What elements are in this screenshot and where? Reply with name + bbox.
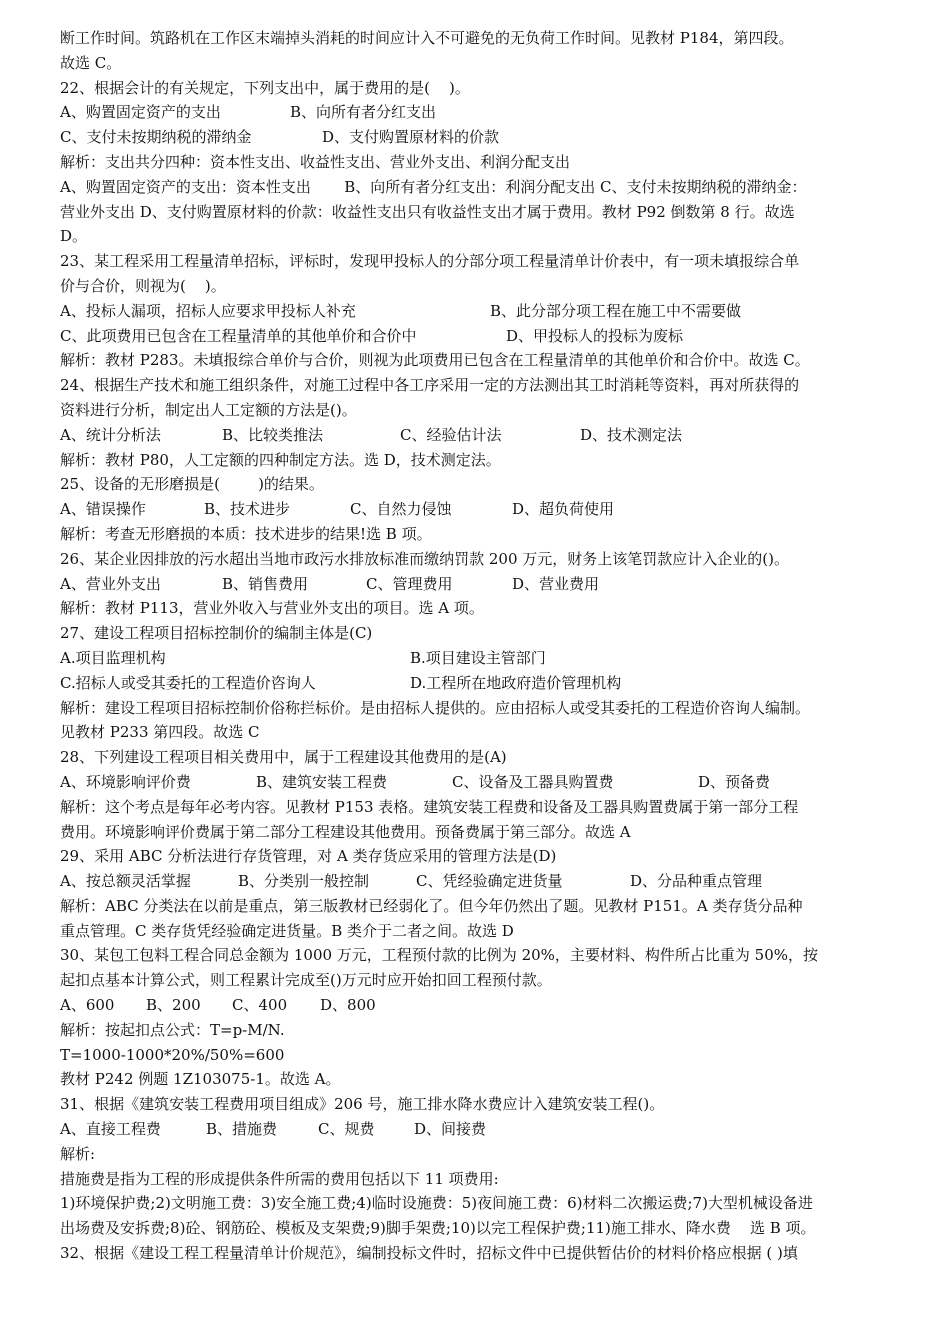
option-c: C、设备及工器具购置费 [452,772,614,791]
option-b: B、销售费用 [222,574,309,593]
question-25: 25、设备的无形磨损是( )的结果。 [60,475,324,494]
option-b: B、向所有者分红支出 [290,103,437,122]
q23-options-row-2 [60,324,890,349]
analysis-line: 出场费及安拆费;8)砼、钢筋砼、模板及支架费;9)脚手架费;10)以完工程保护费;11)施工排水、降水费 选 B 项。 [60,1219,816,1238]
formula-line: T=1000-1000*20%/50%=600 [60,1045,285,1064]
analysis-line: 解析：按起扣点公式：T=p-M/N. [60,1020,285,1039]
question-23-cont: 价与合价，则视为( )。 [60,276,226,295]
option-c: C、规费 [318,1120,375,1139]
question-24: 24、根据生产技术和施工组织条件，对施工过程中各工序采用一定的方法测出其工时消耗等资料，再对所获得的 [60,376,800,395]
analysis-line: 解析: [60,1144,96,1163]
option-c: C.招标人或受其委托的工程造价咨询人 [60,673,316,692]
analysis-line: 措施费是指为工程的形成提供条件所需的费用包括以下 11 项费用: [60,1169,499,1188]
option-c: C、经验估计法 [400,425,502,444]
option-a: A、按总额灵活掌握 [60,872,191,891]
option-a: A.项目监理机构 [60,648,166,667]
text-line: 断工作时间。筑路机在工作区末端掉头消耗的时间应计入不可避免的无负荷工作时间。见教材 P184，第四段。 [60,29,794,47]
option-d: D、营业费用 [512,574,600,593]
question-24-cont: 资料进行分析，制定出人工定额的方法是()。 [60,400,357,419]
option-d: D、超负荷使用 [512,500,615,519]
analysis-line: A、购置固定资产的支出：资本性支出 B、向所有者分红支出：利润分配支出 C、支付未按期纳税的滞纳金： [60,177,807,196]
option-b: B.项目建设主管部门 [410,648,546,667]
q28-options [60,770,890,795]
question-26: 26、某企业因排放的污水超出当地市政污水排放标准而缴纳罚款 200 万元，财务上该笔罚款应计入企业的()。 [60,549,789,568]
q29-options [60,869,890,894]
analysis-line: 解析：考查无形磨损的本质：技术进步的结果!选 B 项。 [60,524,432,543]
question-28: 28、下列建设工程项目相关费用中，属于工程建设其他费用的是(A) [60,748,507,767]
question-32: 32、根据《建设工程工程量清单计价规范》，编制投标文件时，招标文件中已提供暂估价的材料价格应根据 ( )填 [60,1244,798,1263]
analysis-line: 解析：ABC 分类法在以前是重点，第三版教材已经弱化了。但今年仍然出了题。见教材 P151。A 类存货分品种 [60,896,803,915]
option-b: B、比较类推法 [222,425,324,444]
q25-options [60,497,890,522]
option-d: D、间接费 [414,1120,487,1139]
q27-options-row-2 [60,671,890,696]
option-b: B、分类别一般控制 [238,872,370,891]
option-d: D、800 [320,996,376,1015]
option-b: B、技术进步 [204,500,291,519]
option-a: A、购置固定资产的支出 [60,103,221,122]
analysis-line: 见教材 P233 第四段。故选 C [60,723,260,742]
analysis-line: D。 [60,227,88,246]
option-a: A、错误操作 [60,500,146,519]
option-c: C、400 [232,996,288,1015]
option-b: B、措施费 [206,1120,278,1139]
option-a: A、投标人漏项，招标人应要求甲投标人补充 [60,301,356,320]
option-a: A、营业外支出 [60,574,161,593]
option-b: B、200 [146,996,201,1015]
analysis-line: 解析：教材 P80，人工定额的四种制定方法。选 D，技术测定法。 [60,450,501,469]
analysis-line: 重点管理。C 类存货凭经验确定进货量。B 类介于二者之间。故选 D [60,921,514,940]
option-c: C、支付未按期纳税的滞纳金 [60,128,252,147]
option-c: C、此项费用已包含在工程量清单的其他单价和合价中 [60,326,417,345]
option-a: A、直接工程费 [60,1120,161,1139]
q23-options-row-1 [60,299,890,324]
option-d: D、预备费 [698,772,771,791]
q22-options-row-2 [60,125,890,150]
analysis-line: 教材 P242 例题 1Z103075-1。故选 A。 [60,1070,341,1089]
analysis-line: 解析：这个考点是每年必考内容。见教材 P153 表格。建筑安装工程费和设备及工器具购置费属于第一部分工程 [60,797,799,816]
analysis-line: 营业外支出 D、支付购置原材料的价款：收益性支出只有收益性支出才属于费用。教材 P92 倒数第 8 行。故选 [60,202,795,221]
text-line: 故选 C。 [60,53,122,72]
question-22: 22、根据会计的有关规定，下列支出中，属于费用的是( )。 [60,78,470,97]
option-d: D、甲投标人的投标为废标 [506,326,684,345]
analysis-line: 费用。环境影响评价费属于第二部分工程建设其他费用。预备费属于第三部分。故选 A [60,822,631,841]
option-b: B、建筑安装工程费 [256,772,388,791]
option-a: A、环境影响评价费 [60,772,191,791]
option-d: D、分品种重点管理 [630,872,763,891]
option-d: D、技术测定法 [580,425,683,444]
question-31: 31、根据《建筑安装工程费用项目组成》206 号，施工排水降水费应计入建筑安装工程()。 [60,1095,665,1114]
q26-options [60,572,890,597]
question-27: 27、建设工程项目招标控制价的编制主体是(C) [60,624,373,643]
option-c: C、凭经验确定进货量 [416,872,563,891]
analysis-line: 1)环境保护费;2)文明施工费：3)安全施工费;4)临时设施费：5)夜间施工费：6)材料二次搬运费;7)大型机械设备进 [60,1194,813,1213]
analysis-line: 解析：教材 P113，营业外收入与营业外支出的项目。选 A 项。 [60,599,484,618]
q27-options-row-1 [60,646,890,671]
question-29: 29、采用 ABC 分析法进行存货管理，对 A 类存货应采用的管理方法是(D) [60,847,557,866]
question-30-cont: 起扣点基本计算公式，则工程累计完成至()万元时应开始扣回工程预付款。 [60,971,552,990]
option-d: D.工程所在地政府造价管理机构 [410,673,622,692]
option-c: C、自然力侵蚀 [350,500,452,519]
question-30: 30、某包工包料工程合同总金额为 1000 万元，工程预付款的比例为 20%，主要材料、构件所占比重为 50%，按 [60,946,819,965]
q22-options-row-1 [60,100,890,125]
option-d: D、支付购置原材料的价款 [322,128,500,147]
option-c: C、管理费用 [366,574,453,593]
option-a: A、统计分析法 [60,425,161,444]
option-a: A、600 [60,996,115,1015]
analysis-line: 解析：支出共分四种：资本性支出、收益性支出、营业外支出、利润分配支出 [60,152,571,171]
question-23: 23、某工程采用工程量清单招标，评标时，发现甲投标人的分部分项工程量清单计价表中，有一项未填报综合单 [60,252,800,271]
q30-options [60,993,890,1018]
analysis-line: 解析：建设工程项目招标控制价俗称拦标价。是由招标人提供的。应由招标人或受其委托的工程造价咨询人编制。 [60,698,811,717]
q24-options [60,423,890,448]
option-b: B、此分部分项工程在施工中不需要做 [490,301,742,320]
q31-options [60,1117,890,1142]
analysis-line: 解析：教材 P283。未填报综合单价与合价，则视为此项费用已包含在工程量清单的其他单价和合价中。故选 C。 [60,351,810,370]
